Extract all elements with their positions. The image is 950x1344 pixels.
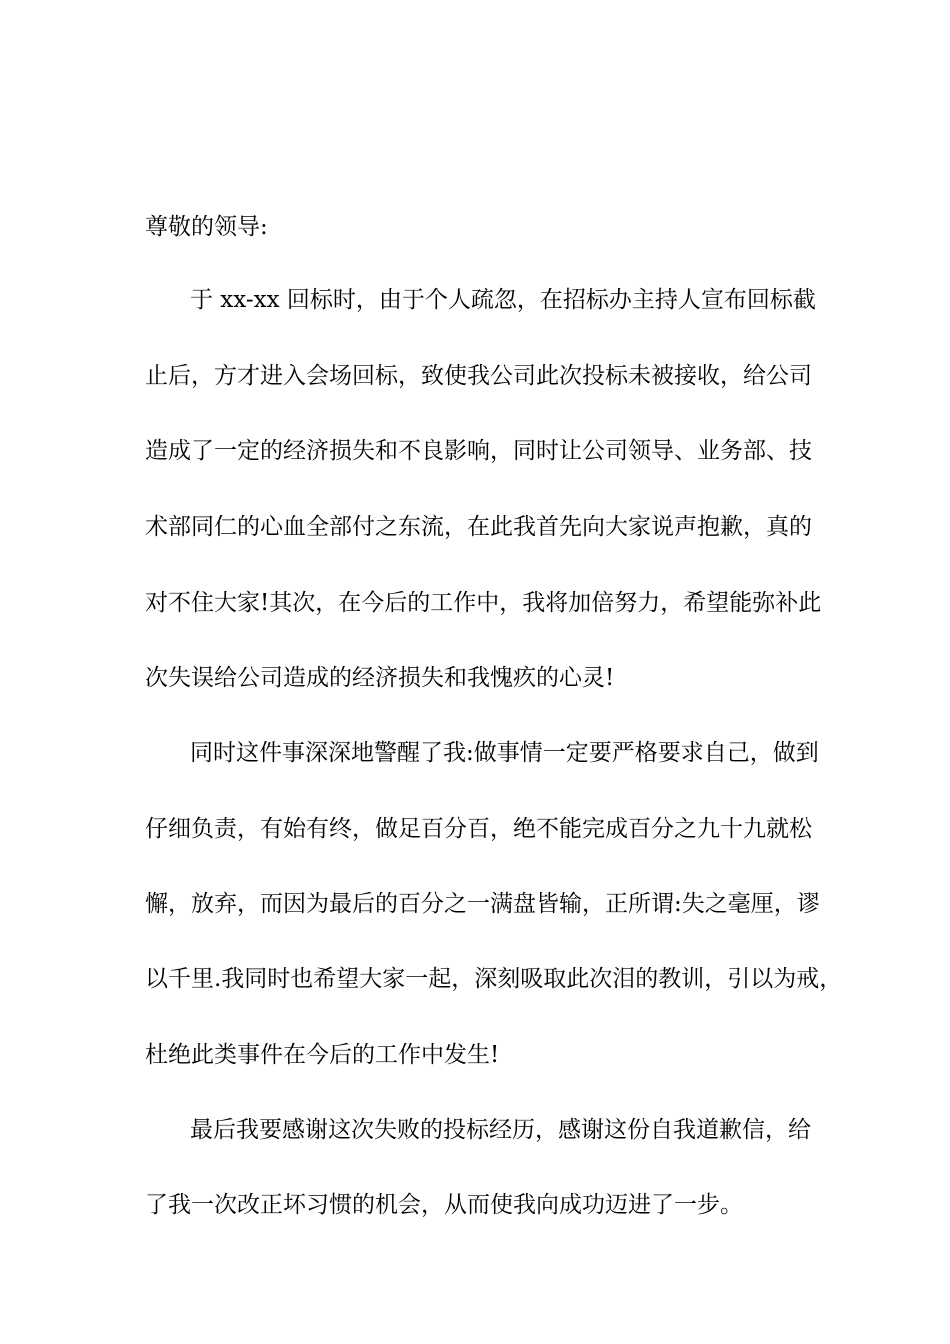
paragraph-2-line-2: 仔细负责，有始有终，做足百分百，绝不能完成百分之九十九就松 xyxy=(145,816,812,842)
paragraph-2-line-5: 杜绝此类事件在今后的工作中发生! xyxy=(145,1042,500,1068)
paragraph-1-line-3: 造成了一定的经济损失和不良影响，同时让公司领导、业务部、技 xyxy=(145,438,812,464)
paragraph-1-line-4: 术部同仁的心血全部付之东流，在此我首先向大家说声抱歉，真的 xyxy=(145,514,812,540)
paragraph-2-line-3: 懈，放弃，而因为最后的百分之一满盘皆输，正所谓:失之毫厘，谬 xyxy=(145,891,820,917)
paragraph-3-line-2: 了我一次改正坏习惯的机会，从而使我向成功迈进了一步。 xyxy=(145,1192,743,1218)
salutation: 尊敬的领导: xyxy=(145,214,268,240)
paragraph-2-line-4: 以千里.我同时也希望大家一起，深刻吸取此次泪的教训，引以为戒， xyxy=(145,966,843,992)
paragraph-1-line-2: 止后，方才进入会场回标，致使我公司此次投标未被接收，给公司 xyxy=(145,363,812,389)
paragraph-1-line-6: 次失误给公司造成的经济损失和我愧疚的心灵! xyxy=(145,665,615,691)
paragraph-3-line-1: 最后我要感谢这次失败的投标经历，感谢这份自我道歉信，给 xyxy=(190,1117,811,1143)
paragraph-1-line-5: 对不住大家!其次，在今后的工作中，我将加倍努力，希望能弥补此 xyxy=(145,590,822,616)
paragraph-1-line-1: 于 xx-xx 回标时，由于个人疏忽，在招标办主持人宣布回标截 xyxy=(190,287,816,313)
paragraph-2-line-1: 同时这件事深深地警醒了我:做事情一定要严格要求自己，做到 xyxy=(190,740,819,766)
